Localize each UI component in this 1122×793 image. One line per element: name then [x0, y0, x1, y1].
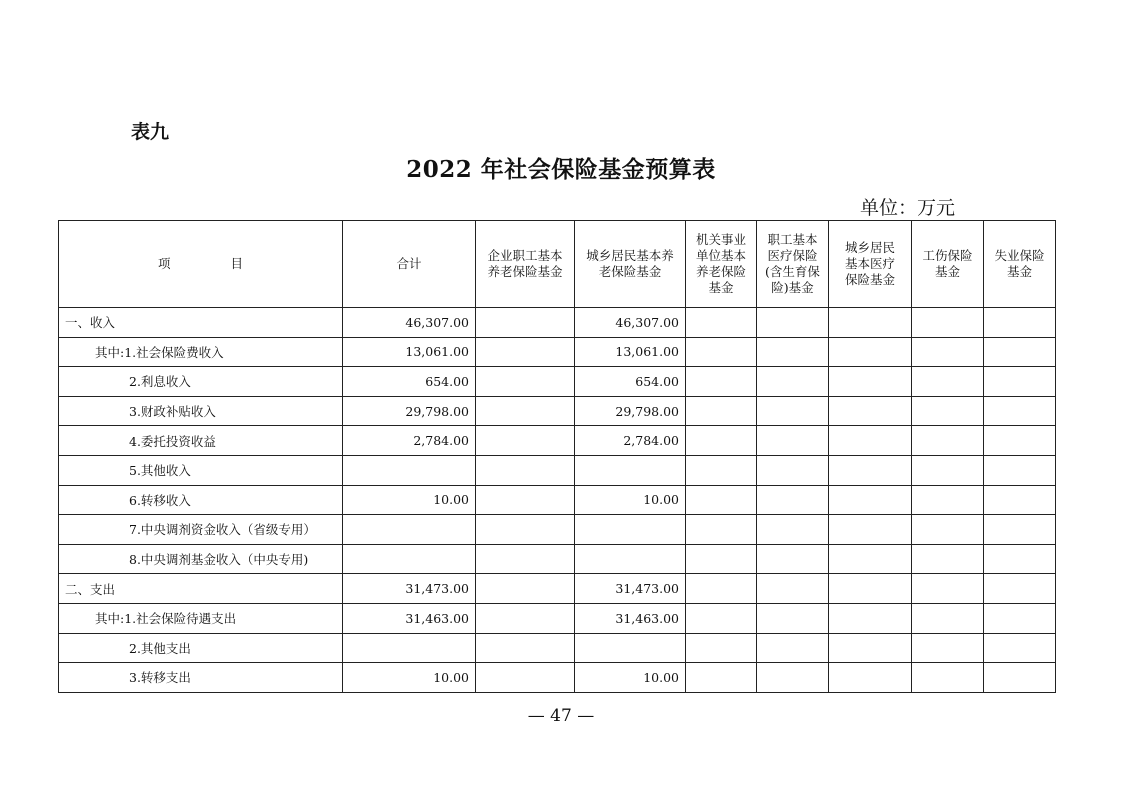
row-col3	[686, 337, 757, 367]
row-col4	[757, 633, 829, 663]
row-col4	[757, 455, 829, 485]
row-col2	[575, 544, 686, 574]
row-col2: 46,307.00	[575, 308, 686, 338]
row-col6	[912, 455, 984, 485]
row-col6	[912, 308, 984, 338]
row-col7	[984, 544, 1056, 574]
table-row	[59, 574, 1056, 604]
row-col3	[686, 515, 757, 545]
row-col4	[757, 396, 829, 426]
header-item-right: 目	[230, 256, 244, 271]
row-col3	[686, 485, 757, 515]
table-row	[59, 515, 1056, 545]
table-row	[59, 485, 1056, 515]
row-col2: 2,784.00	[575, 426, 686, 456]
row-col3	[686, 308, 757, 338]
row-col6	[912, 603, 984, 633]
row-total	[343, 515, 476, 545]
row-col1	[476, 544, 575, 574]
row-col2: 654.00	[575, 367, 686, 397]
row-col5	[829, 337, 912, 367]
row-col5	[829, 455, 912, 485]
header-item-left: 项	[157, 256, 171, 271]
row-item: 4.委托投资收益	[59, 426, 343, 456]
row-col1	[476, 485, 575, 515]
row-col6	[912, 663, 984, 693]
row-col2: 10.00	[575, 663, 686, 693]
row-col6	[912, 574, 984, 604]
budget-table	[58, 220, 1056, 693]
table-row	[59, 455, 1056, 485]
row-col3	[686, 426, 757, 456]
row-col5	[829, 544, 912, 574]
row-col4	[757, 337, 829, 367]
header-col1: 企业职工基本养老保险基金	[476, 221, 575, 308]
row-col3	[686, 544, 757, 574]
row-total	[343, 633, 476, 663]
table-row	[59, 663, 1056, 693]
row-col1	[476, 367, 575, 397]
row-item: 6.转移收入	[59, 485, 343, 515]
row-col7	[984, 633, 1056, 663]
table-row	[59, 633, 1056, 663]
row-col4	[757, 515, 829, 545]
row-col1	[476, 663, 575, 693]
row-col7	[984, 396, 1056, 426]
row-col7	[984, 515, 1056, 545]
page-number: — 47 —	[527, 706, 595, 726]
row-item: 其中:1.社会保险费收入	[59, 337, 343, 367]
row-total: 31,463.00	[343, 603, 476, 633]
header-col7: 失业保险基金	[984, 221, 1056, 308]
row-col7	[984, 367, 1056, 397]
row-col4	[757, 308, 829, 338]
row-col4	[757, 603, 829, 633]
row-col3	[686, 396, 757, 426]
row-col5	[829, 396, 912, 426]
row-total: 654.00	[343, 367, 476, 397]
row-col1	[476, 633, 575, 663]
row-col2: 31,463.00	[575, 603, 686, 633]
row-col2: 29,798.00	[575, 396, 686, 426]
row-col5	[829, 603, 912, 633]
row-total: 10.00	[343, 485, 476, 515]
row-col2: 31,473.00	[575, 574, 686, 604]
row-col3	[686, 603, 757, 633]
row-col1	[476, 455, 575, 485]
row-total: 31,473.00	[343, 574, 476, 604]
row-col5	[829, 633, 912, 663]
row-col5	[829, 515, 912, 545]
row-col1	[476, 574, 575, 604]
row-item: 一、收入	[59, 308, 343, 338]
row-item: 其中:1.社会保险待遇支出	[59, 603, 343, 633]
row-col4	[757, 426, 829, 456]
row-col7	[984, 603, 1056, 633]
table-row	[59, 603, 1056, 633]
row-col4	[757, 544, 829, 574]
row-col6	[912, 337, 984, 367]
row-total: 46,307.00	[343, 308, 476, 338]
table-row	[59, 337, 1056, 367]
row-col5	[829, 367, 912, 397]
row-col5	[829, 308, 912, 338]
row-item: 二、支出	[59, 574, 343, 604]
row-col1	[476, 308, 575, 338]
table-row	[59, 308, 1056, 338]
row-col3	[686, 663, 757, 693]
row-col5	[829, 426, 912, 456]
row-col2	[575, 633, 686, 663]
row-total: 2,784.00	[343, 426, 476, 456]
row-col4	[757, 663, 829, 693]
row-col3	[686, 633, 757, 663]
header-col2: 城乡居民基本养老保险基金	[575, 221, 686, 308]
row-item: 2.其他支出	[59, 633, 343, 663]
row-col1	[476, 603, 575, 633]
header-col4: 职工基本医疗保险(含生育保险)基金	[757, 221, 829, 308]
row-col1	[476, 515, 575, 545]
row-col7	[984, 455, 1056, 485]
row-col6	[912, 633, 984, 663]
row-item: 8.中央调剂基金收入（中央专用)	[59, 544, 343, 574]
table-header-row	[59, 221, 1056, 308]
row-item: 3.财政补贴收入	[59, 396, 343, 426]
row-total: 13,061.00	[343, 337, 476, 367]
table-row	[59, 426, 1056, 456]
row-total	[343, 455, 476, 485]
table-row	[59, 544, 1056, 574]
row-col1	[476, 426, 575, 456]
unit-label: 单位：万元	[860, 197, 956, 219]
row-col3	[686, 455, 757, 485]
row-col7	[984, 337, 1056, 367]
row-item: 2.利息收入	[59, 367, 343, 397]
table-row	[59, 367, 1056, 397]
row-col4	[757, 485, 829, 515]
row-col7	[984, 485, 1056, 515]
row-total: 29,798.00	[343, 396, 476, 426]
row-col3	[686, 367, 757, 397]
table-label: 表九	[131, 121, 170, 143]
row-col5	[829, 485, 912, 515]
document-title: 2022 年社会保险基金预算表	[406, 156, 716, 183]
row-col2: 13,061.00	[575, 337, 686, 367]
row-col5	[829, 663, 912, 693]
row-total	[343, 544, 476, 574]
row-col1	[476, 396, 575, 426]
row-col3	[686, 574, 757, 604]
row-col6	[912, 396, 984, 426]
row-item: 5.其他收入	[59, 455, 343, 485]
row-item: 3.转移支出	[59, 663, 343, 693]
header-col3: 机关事业单位基本养老保险基金	[686, 221, 757, 308]
row-col6	[912, 544, 984, 574]
row-col1	[476, 337, 575, 367]
row-col6	[912, 426, 984, 456]
row-col7	[984, 308, 1056, 338]
row-col5	[829, 574, 912, 604]
row-col6	[912, 367, 984, 397]
row-col2	[575, 455, 686, 485]
table-row	[59, 396, 1056, 426]
row-col6	[912, 485, 984, 515]
header-total: 合计	[343, 221, 476, 308]
row-total: 10.00	[343, 663, 476, 693]
header-item	[59, 221, 343, 308]
row-col4	[757, 367, 829, 397]
row-col2	[575, 515, 686, 545]
row-col6	[912, 515, 984, 545]
row-col7	[984, 426, 1056, 456]
header-col6: 工伤保险基金	[912, 221, 984, 308]
row-col7	[984, 663, 1056, 693]
row-col2: 10.00	[575, 485, 686, 515]
row-item: 7.中央调剂资金收入（省级专用）	[59, 515, 343, 545]
header-col5: 城乡居民基本医疗保险基金	[829, 221, 912, 308]
row-col7	[984, 574, 1056, 604]
row-col4	[757, 574, 829, 604]
